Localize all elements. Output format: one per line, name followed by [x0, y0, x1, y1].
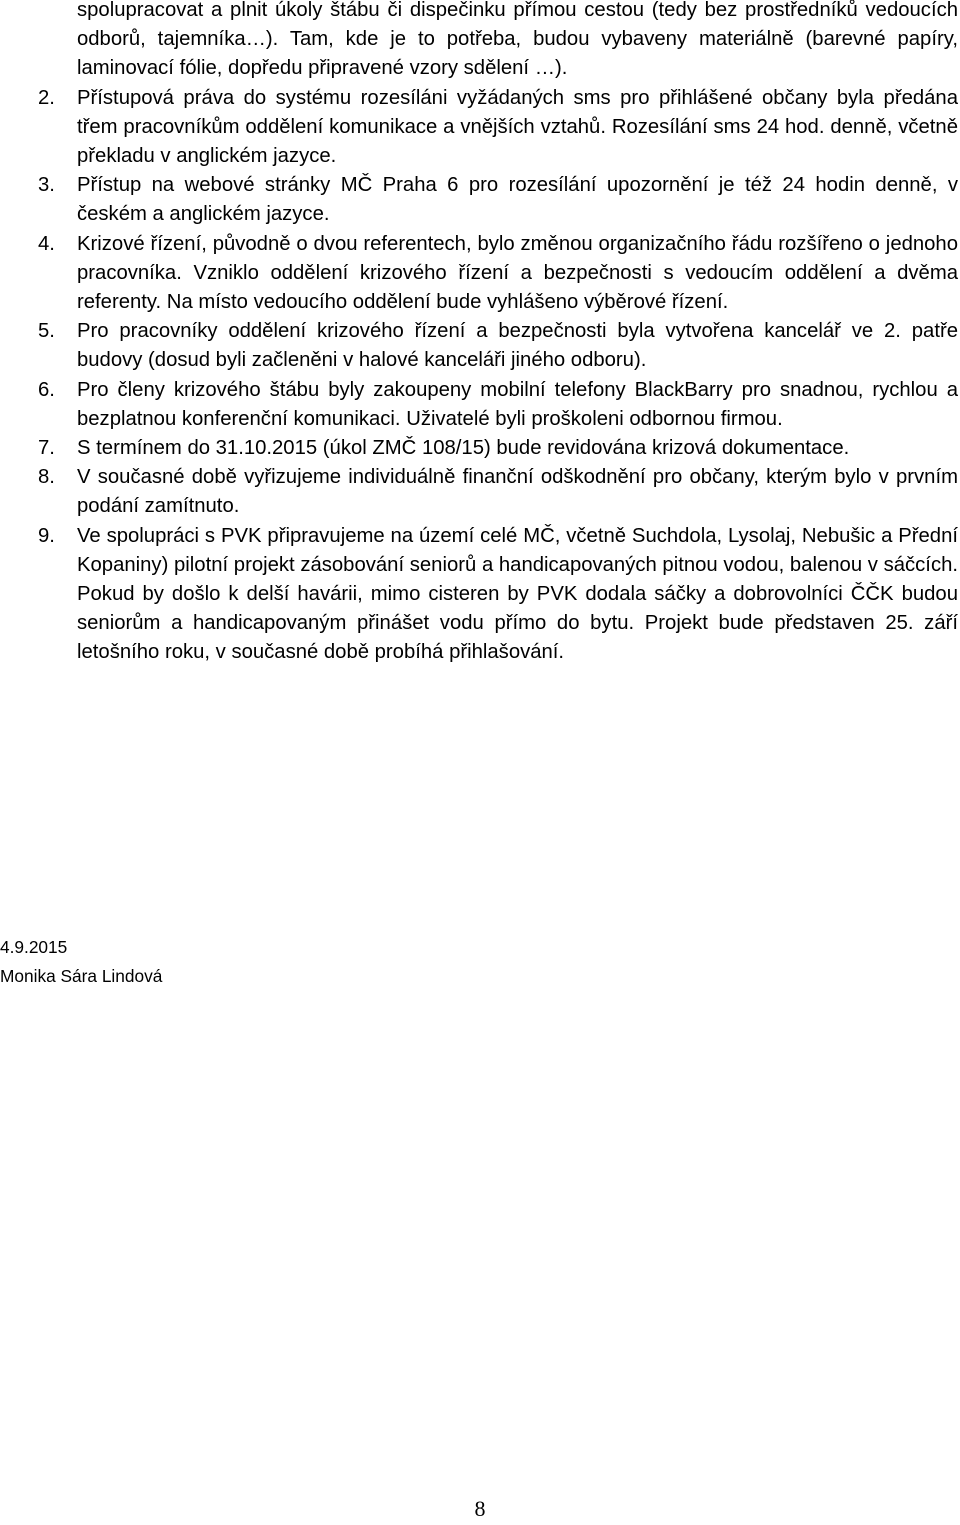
list-item-number: 9. — [38, 524, 55, 547]
list-item — [38, 317, 958, 375]
list-item-number: 8. — [38, 466, 55, 489]
list-item-number: 4. — [38, 232, 55, 255]
list-item-text: V současné době vyřizujeme individuálně finanční odškodnění pro občany, kterým bylo v prvním podání zamítnuto. — [77, 466, 958, 518]
list-item-text: Krizové řízení, původně o dvou referentech, bylo změnou organizačního řádu rozšířeno o jednoho pracovníka. Vzniklo oddělení krizového řízení a bezpečnosti s vedoucím oddělení a dvěma referenty. Na místo vedoucího oddělení bude vyhlášeno výběrové řízení. — [77, 232, 958, 314]
list-item-text: Přístup na webové stránky MČ Praha 6 pro rozesílání upozornění je též 24 hodin denně, v českém a anglickém jazyce. — [77, 174, 958, 226]
list-item-number: 3. — [38, 174, 55, 197]
page-number: 8 — [474, 1496, 486, 1521]
list-item — [38, 171, 958, 229]
document-body — [38, 0, 958, 668]
list-item-text: Pro pracovníky oddělení krizového řízení a bezpečnosti byla vytvořena kancelář ve 2. patře budovy (dosud byli začleněni v halové kanceláři jiného odboru). — [77, 320, 958, 372]
list-item-number: 6. — [38, 378, 55, 401]
signature-block — [0, 933, 162, 991]
list-item-number: 7. — [38, 437, 55, 460]
list-item-text: Přístupová práva do systému rozesíláni vyžádaných sms pro přihlášené občany byla předána třem pracovníkům oddělení komunikace a vnějších vztahů. Rozesílání sms 24 hod. denně, včetně překladu v anglickém jazyce. — [77, 86, 958, 168]
list-item — [38, 463, 958, 521]
list-item — [38, 84, 958, 172]
list-item-number: 5. — [38, 320, 55, 343]
document-date: 4.9.2015 — [0, 937, 68, 957]
author-name: Monika Sára Lindová — [0, 966, 163, 986]
list-item — [38, 376, 958, 434]
continuation-paragraph: spolupracovat a plnit úkoly štábu či dispečinku přímou cestou (tedy bez prostředníků vedoucích odborů, tajemníka…). Tam, kde je to potřeba, budou vybaveny materiálně (barevné papíry, laminovací fólie, dopředu připravené vzory sdělení …). — [77, 0, 958, 80]
list-item-number: 2. — [38, 86, 55, 109]
list-item — [38, 230, 958, 318]
list-item-text: Ve spolupráci s PVK připravujeme na území celé MČ, včetně Suchdola, Lysolaj, Nebušic a Přední Kopaniny) pilotní projekt zásobování seniorů a handicapovaných pitnou vodou, balenou v sáčcích. Pokud by došlo k delší havárii, mimo cisteren by PVK dodala sáčky a dobrovolníci ČČK budou seniorům a handicapovaným přinášet vodu přímo do bytu. Projekt bude představen 25. září letošního roku, v současné době probíhá přihlašování. — [77, 524, 958, 664]
list-item — [38, 434, 958, 463]
list-item — [38, 522, 958, 668]
list-item-text: Pro členy krizového štábu byly zakoupeny mobilní telefony BlackBarry pro snadnou, rychlou a bezplatnou konferenční komunikaci. Uživatelé byli proškoleni odbornou firmou. — [77, 378, 958, 430]
list-item-text: S termínem do 31.10.2015 (úkol ZMČ 108/15) bude revidována krizová dokumentace. — [77, 437, 850, 460]
